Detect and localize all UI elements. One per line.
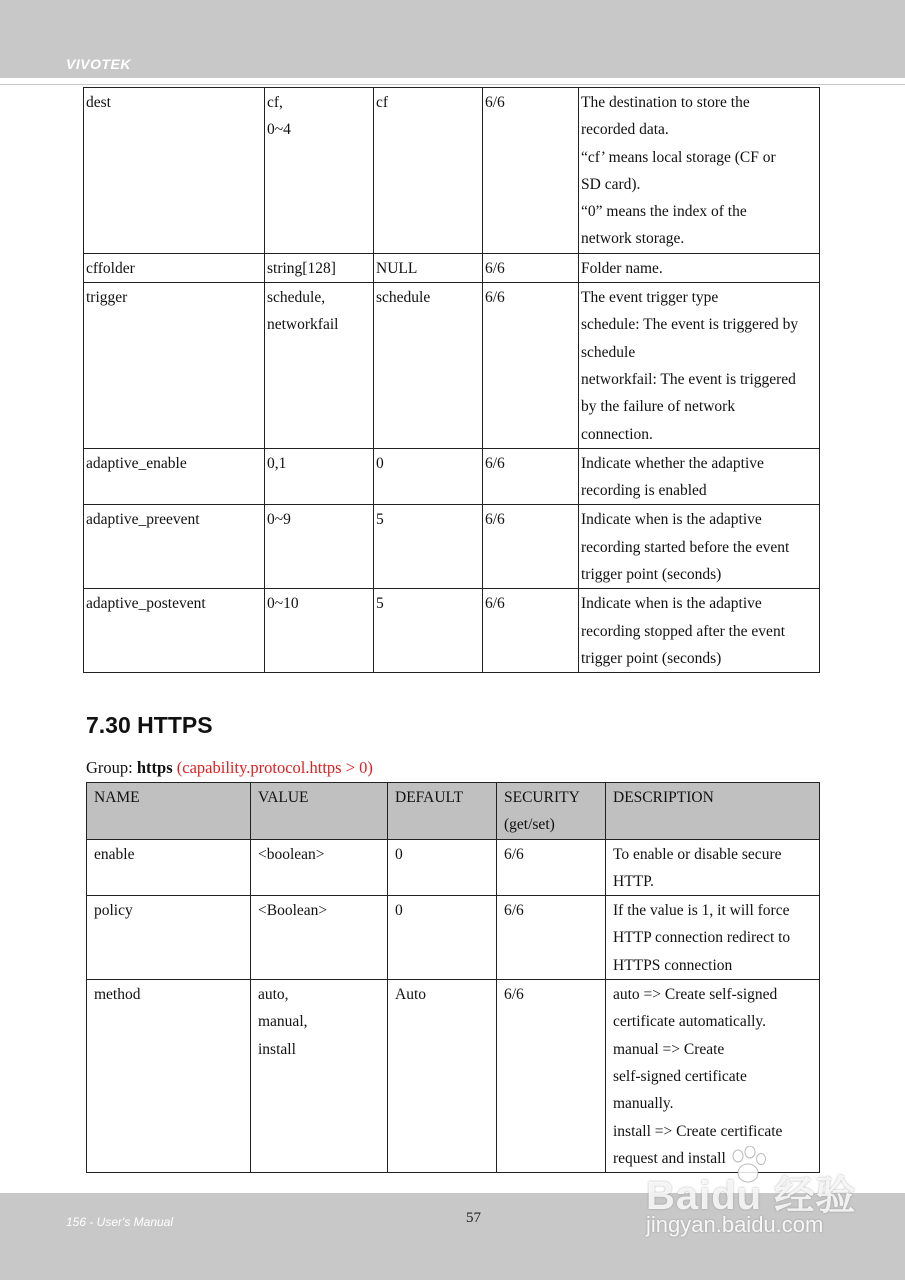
cell-name: policy	[87, 896, 251, 980]
cell-description-line: Indicate when is the adaptive	[581, 511, 762, 529]
cell-security: 6/6	[483, 448, 579, 505]
cell-description	[579, 88, 820, 254]
cell-security: 6/6	[483, 253, 579, 282]
cell-default: NULL	[374, 253, 483, 282]
cell-security: 6/6	[483, 589, 579, 673]
footer-page-number: 57	[466, 1210, 481, 1226]
cell-security: 6/6	[497, 980, 606, 1173]
cell-value-line: networkfail	[267, 316, 339, 334]
cell-value-line: cf,	[267, 94, 283, 111]
cell-security: 6/6	[483, 88, 579, 254]
cell-default: 0	[388, 839, 497, 896]
cell-name: adaptive_enable	[84, 448, 265, 505]
cell-description-line: If the value is 1, it will force	[613, 902, 790, 920]
cell-value-line: 0,1	[267, 454, 287, 472]
cell-value	[265, 283, 374, 449]
cell-description	[579, 448, 820, 505]
cell-description-line: networkfail: The event is triggered	[581, 370, 796, 388]
cell-description	[606, 980, 820, 1173]
watermark-logo: Baidu 经验	[646, 1174, 857, 1218]
cell-description-line: manually.	[613, 1095, 674, 1113]
cell-value	[251, 896, 388, 980]
cell-description-line: trigger point (seconds)	[581, 566, 722, 584]
table-row	[87, 896, 820, 980]
cell-description-line: Indicate whether the adaptive	[581, 454, 764, 472]
cell-description	[579, 589, 820, 673]
header-brand: VIVOTEK	[66, 56, 131, 72]
cell-default: cf	[374, 88, 483, 254]
cell-description-line: recording started before the event	[581, 538, 790, 556]
cell-description-line: Indicate when is the adaptive	[581, 595, 762, 613]
cell-default: schedule	[374, 283, 483, 449]
cell-description-line: Folder name.	[581, 259, 663, 277]
cell-description-line: HTTP.	[613, 872, 654, 890]
header-security	[497, 783, 606, 840]
cell-description-line: To enable or disable secure	[613, 845, 782, 863]
cell-description-line: request and install	[613, 1149, 726, 1167]
cell-value-line: <boolean>	[258, 845, 325, 863]
header-description: DESCRIPTION	[606, 783, 820, 840]
cell-default: 5	[374, 589, 483, 673]
cell-description-line: The event trigger type	[581, 289, 719, 307]
group-name: https	[136, 758, 173, 777]
parameter-table-continued	[83, 87, 820, 673]
section-title: 7.30 HTTPS	[86, 712, 213, 738]
cell-description-line: connection.	[581, 425, 653, 443]
header-security-line: (get/set)	[504, 816, 555, 834]
cell-value-line: 0~4	[267, 121, 291, 139]
table-row	[84, 448, 820, 505]
group-prefix: Group:	[86, 758, 137, 777]
cell-value	[251, 980, 388, 1173]
header-name: NAME	[87, 783, 251, 840]
cell-value-line: string[128]	[267, 259, 336, 277]
header-divider	[0, 84, 905, 85]
group-line	[86, 758, 373, 778]
header-security-line: SECURITY	[504, 789, 580, 806]
footer-manual-label: 156 - User's Manual	[66, 1215, 174, 1229]
group-capability: (capability.protocol.https > 0)	[172, 758, 373, 777]
cell-value	[265, 589, 374, 673]
cell-name: adaptive_postevent	[84, 589, 265, 673]
cell-description-line: “0” means the index of the	[581, 203, 747, 221]
table-row	[84, 283, 820, 449]
cell-description-line: manual => Create	[613, 1040, 725, 1058]
table-row	[84, 589, 820, 673]
cell-value	[265, 505, 374, 589]
cell-description-line: network storage.	[581, 230, 685, 248]
cell-name: cffolder	[84, 253, 265, 282]
cell-description-line: auto => Create self-signed	[613, 986, 778, 1004]
table-row	[87, 980, 820, 1173]
cell-description-line: install => Create certificate	[613, 1122, 783, 1140]
cell-description-line: SD card).	[581, 175, 641, 193]
cell-value	[265, 88, 374, 254]
baidu-watermark	[640, 1150, 860, 1250]
cell-name: dest	[84, 88, 265, 254]
cell-description-line: trigger point (seconds)	[581, 649, 722, 667]
cell-description-line: recording stopped after the event	[581, 622, 785, 640]
table-header-row	[87, 783, 820, 840]
cell-value-line: 0~9	[267, 511, 291, 529]
cell-description-line: schedule: The event is triggered by	[581, 316, 799, 334]
cell-name: enable	[87, 839, 251, 896]
cell-name: method	[87, 980, 251, 1173]
header-value: VALUE	[251, 783, 388, 840]
cell-description-line: schedule	[581, 343, 636, 361]
cell-security: 6/6	[483, 505, 579, 589]
cell-value-line: schedule,	[267, 289, 326, 307]
cell-value	[265, 448, 374, 505]
cell-description-line: self-signed certificate	[613, 1067, 747, 1085]
cell-description	[606, 896, 820, 980]
cell-default: 5	[374, 505, 483, 589]
cell-description	[579, 253, 820, 282]
cell-description-line: HTTPS connection	[613, 956, 733, 974]
cell-description-line: recorded data.	[581, 121, 669, 139]
cell-value	[265, 253, 374, 282]
watermark-url: jingyan.baidu.com	[646, 1212, 824, 1237]
table-row	[84, 253, 820, 282]
cell-value-line: <Boolean>	[258, 902, 328, 920]
cell-description-line: certificate automatically.	[613, 1013, 767, 1031]
cell-security: 6/6	[483, 283, 579, 449]
cell-description	[606, 839, 820, 896]
cell-name: adaptive_preevent	[84, 505, 265, 589]
cell-description-line: by the failure of network	[581, 398, 736, 416]
cell-name: trigger	[84, 283, 265, 449]
cell-default: 0	[388, 896, 497, 980]
cell-description-line: The destination to store the	[581, 94, 750, 111]
cell-value	[251, 839, 388, 896]
cell-value-line: manual,	[258, 1013, 308, 1031]
header-default: DEFAULT	[388, 783, 497, 840]
header-bar	[0, 0, 905, 78]
cell-description	[579, 283, 820, 449]
cell-security: 6/6	[497, 896, 606, 980]
table-row	[84, 505, 820, 589]
table-row	[87, 839, 820, 896]
cell-value-line: 0~10	[267, 595, 299, 613]
https-parameter-table	[86, 782, 820, 1173]
cell-description-line: HTTP connection redirect to	[613, 929, 791, 947]
cell-default: Auto	[388, 980, 497, 1173]
cell-description	[579, 505, 820, 589]
cell-value-line: auto,	[258, 986, 289, 1004]
cell-description-line: recording is enabled	[581, 482, 707, 500]
table-row	[84, 88, 820, 254]
cell-security: 6/6	[497, 839, 606, 896]
cell-value-line: install	[258, 1040, 296, 1058]
cell-default: 0	[374, 448, 483, 505]
cell-description-line: “cf’ means local storage (CF or	[581, 148, 776, 166]
